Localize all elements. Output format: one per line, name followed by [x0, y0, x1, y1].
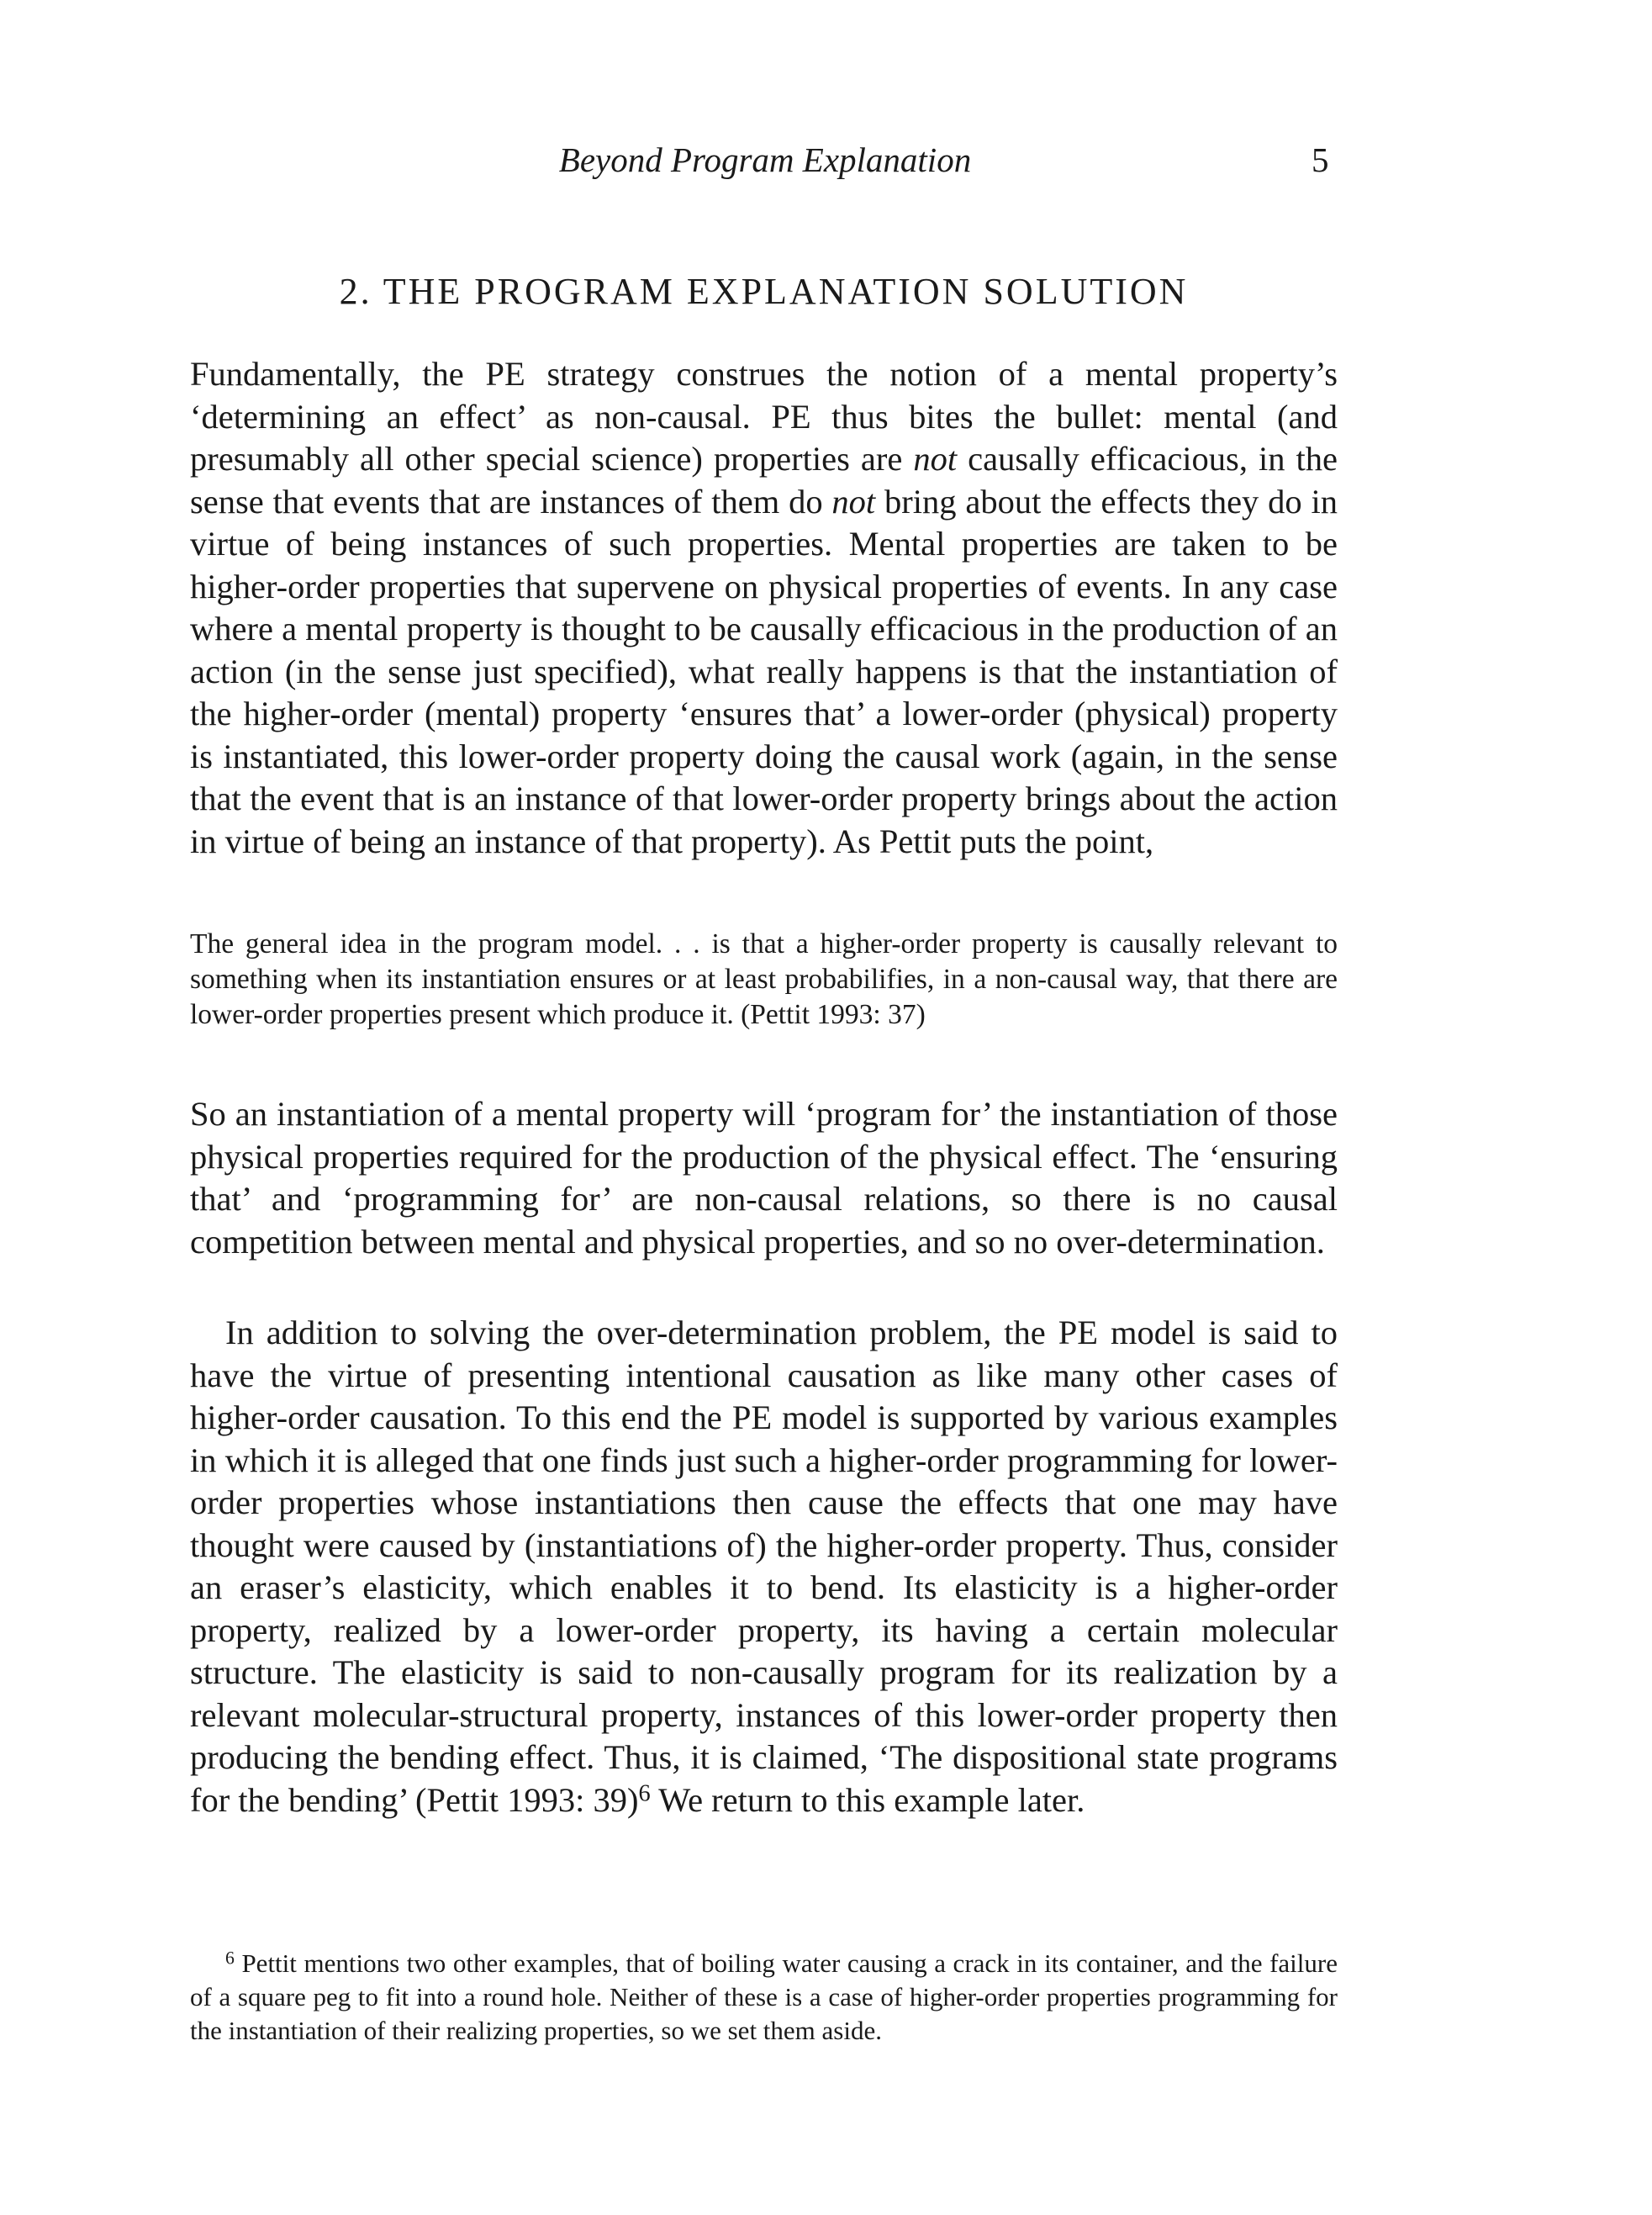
paragraph-1-text-a: Fundamentally, the PE strategy construes the notion of a mental property’s ‘determining an effect’ as non-causal. PE thus bites the bullet: mental (and presumably all other special science) properties are [190, 355, 1338, 478]
footnote-reference[interactable]: 6 [638, 1779, 651, 1806]
section-heading: 2. THE PROGRAM EXPLANATION SOLUTION [339, 271, 1189, 312]
footnote [190, 1947, 1338, 2048]
block-quote: The general idea in the program model. . . is that a higher-order property is causally relevant to something when its instantiation ensures or at least probabilifies, in a non-causal way, that there are lower-order properties present which produce it. (Pettit 1993: 37) [190, 928, 1338, 1030]
paragraph-3-text: In addition to solving the over-determination problem, the PE model is said to have the virtue of presenting intentional causation as like many other cases of higher-order causation. To this end the PE model is supported by various examples in which it is alleged that one finds just such a higher-order programming for lower-order properties whose instantiations then cause the effects that one may have thought were caused by (instantiations of) the higher-order property. Thus, consider an eraser’s elasticity, which enables it to bend. Its elasticity is a higher-order property, realized by a lower-order property, its having a certain molecular structure. The elasticity is said to non-causally program for its realization by a relevant molecular-structural property, instances of this lower-order property then producing the bending effect. Thus, it is claimed, ‘The dispositional state programs for the bending’ (Pettit 1993: 39) [190, 1314, 1338, 1819]
running-head-title: Beyond Program Explanation [558, 140, 972, 179]
paragraph-3-tail: We return to this example later. [650, 1780, 1085, 1819]
page-number: 5 [1312, 140, 1329, 179]
running-head [0, 135, 1652, 185]
paragraph-1-text-c: bring about the effects they do in virtue of being instances of such properties. Mental properties are taken to be higher-order properties that supervene on physical properties of events. In any case where a mental property is thought to be causally efficacious in the production of an action (in the sense just specified), what really happens is that the instantiation of the higher-order (mental) property ‘ensures that’ a lower-order (physical) property is instantiated, this lower-order property doing the causal work (again, in the sense that the event that is an instance of that lower-order property brings about the action in virtue of being an instance of that property). As Pettit puts the point, [190, 482, 1338, 860]
paragraph-1-emphasis-not-1: not [913, 440, 958, 478]
body-paragraph-1 [190, 353, 1338, 863]
paragraph-1-emphasis-not-2: not [831, 482, 876, 521]
footnote-text: Pettit mentions two other examples, that of boiling water causing a crack in its container, and the failure of a square peg to fit into a round hole. Neither of these is a case of higher-order properties programming for the instantiation of their realizing properties, so we set them aside. [190, 1948, 1338, 2045]
paragraph-1-text-b: causally efficacious, in the sense that events that are instances of them do [190, 440, 1338, 521]
body-paragraph-2: So an instantiation of a mental property will ‘program for’ the instantiation of those physical properties required for the production of the physical effect. The ‘ensuring that’ and ‘programming for’ are non-causal relations, so there is no causal competition between mental and physical properties, and so no over-determination. [190, 1095, 1338, 1261]
body-paragraph-3 [190, 1312, 1338, 1821]
footnote-marker: 6 [225, 1948, 235, 1969]
